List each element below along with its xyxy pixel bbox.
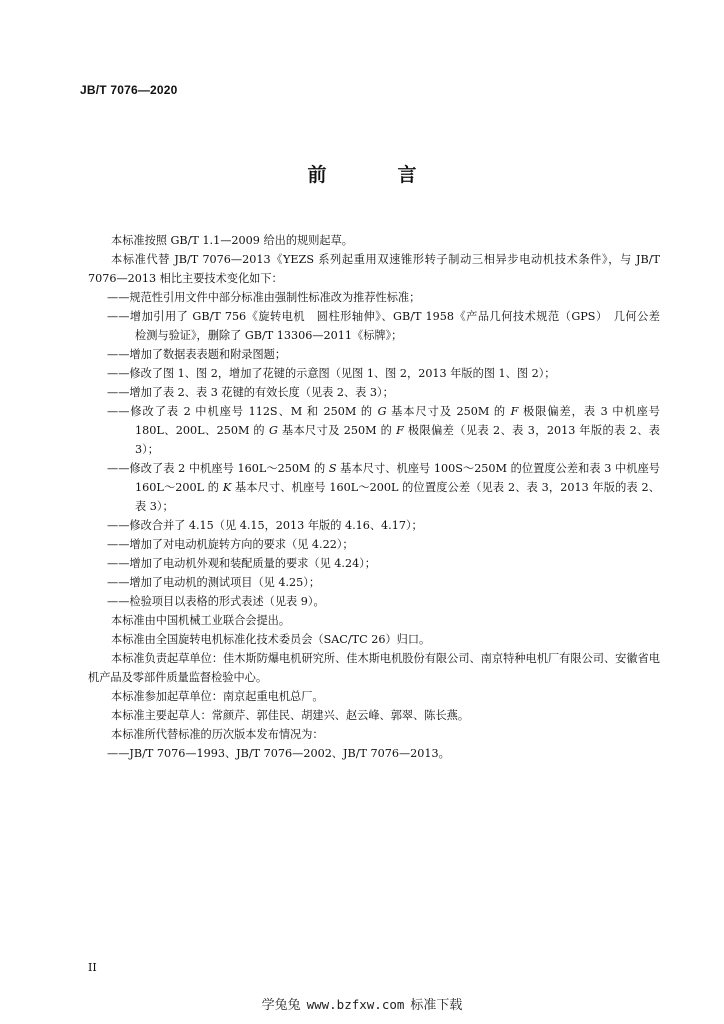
watermark-url: www.bzfxw.com: [306, 997, 405, 1012]
watermark-tagline: 标准下载: [410, 998, 463, 1013]
change-item: ——增加了数据表表题和附录图题；: [107, 348, 287, 361]
drafting-rule-paragraph: 本标准按照 GB/T 1.1—2009 给出的规则起草。: [111, 234, 353, 247]
change-item: ——增加了电动机的测试项目（见 4.25）；: [107, 576, 321, 589]
change-item: ——修改了图 1、图 2，增加了花键的示意图（见图 1、图 2，2013 年版的图 1、图 2）；: [107, 367, 556, 380]
change-text: 极限偏差（见表 2、表 3，2013 年版的表 2、表 3）；: [135, 424, 660, 456]
change-item: ——增加引用了 GB/T 756《旋转电机 圆柱形轴伸》、GB/T 1958《产品几何技术规范（GPS） 几何公差 检测与验证》，删除了 GB/T 13306—2011《标牌》；: [107, 310, 672, 342]
history-item: ——JB/T 7076—1993、JB/T 7076—2002、JB/T 7076—2013。: [107, 747, 450, 760]
symbol-s: S: [328, 462, 337, 475]
watermark: [0, 994, 724, 1013]
replacement-paragraph: 本标准代替 JB/T 7076—2013《YEZS 系列起重用双速锥形转子制动三相异步电动机技术条件》，与 JB/T 7076—2013 相比主要技术变化如下：: [88, 253, 660, 285]
change-item: [88, 402, 660, 459]
participating-drafters-paragraph: 本标准参加起草单位：南京起重电机总厂。: [111, 690, 324, 703]
symbol-k: K: [222, 481, 232, 494]
symbol-f: F: [396, 424, 404, 437]
change-item: ——增加了对电动机旋转方向的要求（见 4.22）；: [107, 538, 354, 551]
change-text: 基本尺寸、机座号 100S～250M 的位置度公差和表 3 中机座号 160L～200L 的: [135, 462, 660, 494]
change-item: ——规范性引用文件中部分标准由强制性标准改为推荐性标准；: [107, 291, 421, 304]
change-item: ——增加了表 2、表 3 花键的有效长度（见表 2、表 3）；: [107, 386, 394, 399]
change-text: ——修改了表 2 中机座号 112S、M 和 250M 的: [107, 405, 378, 418]
committee-paragraph: 本标准由全国旋转电机标准化技术委员会（SAC/TC 26）归口。: [111, 633, 431, 646]
change-item: [88, 459, 660, 516]
foreword-body: [88, 231, 672, 763]
change-text: 基本尺寸及 250M 的: [277, 424, 397, 437]
document-code-header: JB/T 7076—2020: [80, 83, 178, 97]
watermark-site-name: 学兔兔: [261, 998, 301, 1013]
proposer-paragraph: 本标准由中国机械工业联合会提出。: [111, 614, 291, 627]
change-text: 基本尺寸、机座号 160L～200L 的位置度公差（见表 2、表 3，2013 年版的表 2、表 3）；: [135, 481, 660, 513]
symbol-f: F: [510, 405, 519, 418]
change-text: 极限偏差，表 3 中机座号 180L、200L、250M 的: [135, 405, 660, 437]
change-text: ——修改了表 2 中机座号 160L～250M 的: [107, 462, 329, 475]
symbol-g: G: [377, 405, 387, 418]
change-item: ——增加了电动机外观和装配质量的要求（见 4.24）；: [107, 557, 376, 570]
history-paragraph: 本标准所代替标准的历次版本发布情况为：: [111, 728, 324, 741]
symbol-g: G: [268, 424, 278, 437]
page-title: 前 言: [307, 164, 443, 186]
change-item: ——修改合并了 4.15（见 4.15，2013 年版的 4.16、4.17）；: [107, 519, 423, 532]
main-drafters-paragraph: 本标准主要起草人：常颜芹、郭佳民、胡建兴、赵云峰、郭翠、陈长燕。: [111, 709, 470, 722]
change-text: 基本尺寸及 250M 的: [386, 405, 511, 418]
page-number: II: [88, 961, 97, 974]
lead-drafters-paragraph: 本标准负责起草单位：佳木斯防爆电机研究所、佳木斯电机股份有限公司、南京特种电机厂有限公司、安徽省电机产品及零部件质量监督检验中心。: [88, 652, 660, 684]
change-item: ——检验项目以表格的形式表述（见表 9）。: [107, 595, 325, 608]
